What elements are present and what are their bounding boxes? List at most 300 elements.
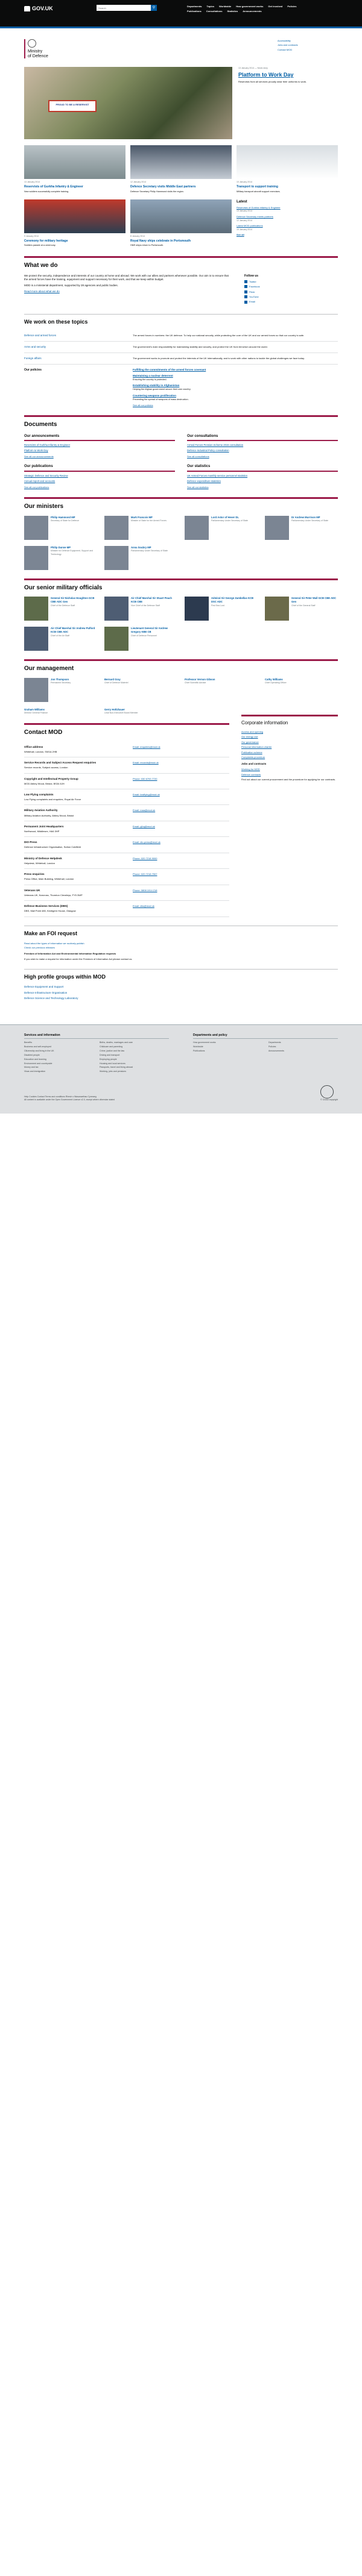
contact-detail[interactable]: Email: dbs@mod.uk	[133, 904, 154, 908]
person-role: Director General Finance	[24, 712, 48, 715]
avatar[interactable]	[24, 678, 48, 702]
social-label: Flickr	[249, 290, 255, 293]
person-name[interactable]: Air Chief Marshal Sir Andrew Pulford KCB CBE ADC	[51, 627, 95, 633]
foi-link[interactable]: Check our previous releases	[24, 946, 55, 950]
avatar[interactable]	[104, 597, 129, 621]
document-link[interactable]: Defence expenditure statistics	[187, 480, 221, 483]
documents-grid	[24, 434, 338, 489]
contact-heading: Contact MOD	[24, 723, 229, 737]
footer-link[interactable]: Education and learning	[24, 1058, 46, 1061]
footer-link[interactable]: Departments	[268, 1041, 281, 1044]
contact-address-text: Service records, Subject access, London	[24, 766, 68, 769]
person-role: Lead Non-Executive Board Member	[104, 712, 138, 715]
person-card	[185, 597, 258, 621]
what-we-do-text	[24, 274, 232, 306]
hero-meta: 13 January 2014 — News story	[238, 67, 268, 70]
hero-title[interactable]: Platform to Work Day	[238, 72, 294, 78]
contact-detail[interactable]: Phone: 020 7218 7907	[133, 873, 157, 876]
hero-feature	[24, 67, 338, 139]
feature-image[interactable]	[24, 199, 125, 233]
person-card	[265, 678, 338, 702]
contact-title: Veterans UK	[24, 888, 40, 892]
person-card	[24, 516, 97, 540]
document-link[interactable]: Strategic Defence and Security Review	[24, 474, 68, 477]
feature-image[interactable]	[130, 199, 232, 233]
feature-desc: Military transport aircraft support exercises.	[237, 190, 281, 193]
see-all-link[interactable]: See all our publications	[24, 485, 49, 489]
avatar[interactable]	[24, 546, 48, 570]
social-label: Twitter	[249, 280, 256, 283]
management-heading: Our management	[24, 659, 338, 673]
topic-row	[24, 353, 338, 365]
latest-meta: 10 January 2014	[237, 228, 253, 231]
feature-item	[24, 145, 125, 193]
policy-desc: Ensuring the country is protected.	[133, 378, 167, 381]
contact-detail[interactable]: Phone: 030 6793 7720	[133, 777, 157, 780]
document-link[interactable]: Reservists of Gurkha Infantry & Engineer	[24, 443, 71, 447]
person-name[interactable]: Bernard Gray	[104, 677, 121, 681]
feature-desc: New soldiers successfully complete training.	[24, 190, 69, 193]
policies-section	[24, 365, 338, 407]
ministers-heading: Our ministers	[24, 497, 338, 511]
foi-section	[24, 926, 338, 961]
policy-item	[133, 394, 338, 401]
footer-departments	[193, 1033, 338, 1074]
contact-address	[24, 793, 127, 801]
person-name[interactable]: Philip Dunne MP	[51, 545, 71, 549]
person-name[interactable]: Professor Vernon Gibson	[185, 677, 215, 681]
footer-copyright[interactable]: © Crown copyright	[320, 1098, 338, 1102]
contact-title: Copyright and Intellectual Property Group	[24, 777, 78, 780]
feature-grid-2	[24, 199, 338, 248]
person-name[interactable]: Graham Williams	[24, 707, 45, 711]
contact-detail[interactable]: Phone: 020 7218 9000	[133, 856, 157, 860]
footer-link[interactable]: Publications	[193, 1050, 205, 1053]
person-name[interactable]: General Sir Peter Wall GCB CBE ADC Gen	[291, 597, 337, 603]
contact-title: Low Flying complaints	[24, 793, 54, 797]
person-card	[104, 708, 177, 715]
person-name[interactable]: Lieutenant General Sir Andrew Gregory KBE CB	[131, 627, 168, 633]
nav-departments[interactable]: Departments	[187, 5, 202, 8]
documents-heading: Documents	[24, 415, 338, 429]
feature-meta: 12 January 2014	[130, 181, 147, 184]
contact-detail[interactable]: Phone: 0808 1914 218	[133, 888, 157, 892]
contact-address	[24, 809, 127, 816]
person-card	[104, 678, 177, 702]
crown-copyright-icon	[320, 1085, 334, 1098]
flickr-icon	[244, 290, 247, 293]
contact-title: Press enquiries	[24, 873, 45, 876]
document-link[interactable]: Platform to Work Day	[24, 449, 48, 453]
contact-title: Permanent Joint Headquarters	[24, 824, 64, 828]
contact-detail[interactable]: Email: maa@mod.uk	[133, 809, 156, 812]
person-role: Chief of the Air Staff	[51, 634, 70, 637]
contact-block	[24, 885, 229, 901]
topic-link[interactable]: Foreign affairs	[24, 357, 42, 360]
global-header	[0, 0, 362, 27]
statistics-block	[187, 464, 338, 489]
footer-bottom-links[interactable]: Help Cookies Contact Terms and conditions Rhestr o Wasanaethau Cymraeg	[24, 1095, 97, 1098]
foi-link[interactable]: Read about the types of information we routinely publish	[24, 941, 84, 945]
footer-services-heading: Services and information	[24, 1033, 169, 1039]
feature-desc: Defence Secretary Philip Hammond visits the region.	[130, 190, 184, 193]
person-name[interactable]: Philip Hammond MP	[51, 515, 75, 519]
contact-block	[24, 869, 229, 885]
contact-address	[24, 841, 127, 848]
footer-link[interactable]: Business and self-employed	[24, 1045, 51, 1048]
publications-heading: Our publications	[24, 464, 175, 471]
contact-block	[24, 853, 229, 869]
person-card	[185, 516, 258, 540]
avatar[interactable]	[24, 516, 48, 540]
person-role: Vice Chief of the Defence Staff	[131, 604, 160, 607]
nav-topics[interactable]: Topics	[206, 5, 215, 8]
royal-crest-icon	[28, 39, 36, 48]
avatar[interactable]	[104, 627, 129, 651]
feature-title[interactable]: Defence Secretary visits Middle East partners	[130, 185, 196, 189]
nav-consultations[interactable]: Consultations	[206, 10, 223, 13]
person-name[interactable]: Admiral Sir George Zambellas KCB DSC ADC	[211, 597, 254, 603]
latest-see-all-link[interactable]: See all	[237, 233, 244, 237]
see-all-policies-link[interactable]: See all our policies	[133, 403, 153, 407]
nav-publications[interactable]: Publications	[187, 10, 202, 13]
policies-heading: Our policies	[24, 368, 42, 372]
contact-title: Military Aviation Authority	[24, 809, 58, 812]
person-role: Secretary of State for Defence	[51, 519, 80, 522]
footer-services	[24, 1033, 169, 1074]
feature-title[interactable]: Ceremony for military heritage	[24, 239, 68, 243]
contact-address-text: Press Office, Main Building, Whitehall, London	[24, 877, 74, 881]
youtube-icon	[244, 295, 247, 298]
footer-link[interactable]: Visas and immigration	[24, 1070, 46, 1073]
footer-link[interactable]: Passports, travel and living abroad	[100, 1066, 133, 1069]
org-link-contact[interactable]: Contact MOD	[278, 48, 293, 51]
feature-item	[130, 199, 232, 248]
read-more-link[interactable]: Read more about what we do	[24, 290, 60, 293]
policy-desc: Helping the Afghan government secure their own country.	[133, 388, 191, 391]
jobs-heading: Jobs and contracts	[241, 762, 267, 766]
contact-block	[24, 742, 229, 757]
contact-section	[24, 715, 229, 917]
footer-link[interactable]: Births, deaths, marriages and care	[100, 1041, 133, 1044]
contact-title: DIO Press	[24, 841, 37, 844]
contact-block	[24, 757, 229, 773]
announcements-block	[24, 434, 175, 459]
corporate-link[interactable]: Our energy use	[241, 735, 258, 739]
contact-address-text: Low Flying complaints and enquiries, Royal Air Force	[24, 798, 81, 801]
contact-block	[24, 821, 229, 837]
person-card	[104, 627, 177, 651]
person-name[interactable]: Jon Thompson	[51, 677, 69, 681]
person-role: Chief of the Defence Staff	[51, 604, 75, 607]
person-card	[265, 516, 338, 540]
document-link[interactable]: Annual report and accounts	[24, 480, 56, 483]
search-button[interactable]	[151, 5, 157, 11]
what-we-do-para: MOD is a ministerial department, supported by 28 agencies and public bodies.	[24, 284, 118, 287]
mod-logo[interactable]	[24, 39, 60, 58]
document-link[interactable]: Defence Industrial Policy consultation	[187, 449, 229, 453]
email-icon	[244, 301, 247, 304]
ministers-grid	[24, 516, 338, 570]
topic-row	[24, 330, 338, 342]
org-link-jobs[interactable]: Jobs and contracts	[278, 43, 298, 47]
feature-desc: Soldiers parade at a ceremony.	[24, 244, 56, 247]
topic-row	[24, 342, 338, 353]
latest-meta: 12 January 2014	[237, 219, 253, 222]
feature-meta: 10 January 2014	[237, 181, 253, 184]
jobs-link[interactable]: Working for MOD	[241, 768, 260, 771]
corporate-heading: Corporate information	[241, 715, 338, 727]
org-link-accessibility[interactable]: Accessibility	[278, 39, 291, 42]
contact-title: Service Records and Subject Access Request enquiries	[24, 761, 97, 765]
footer-link[interactable]: Environment and countryside	[24, 1062, 52, 1065]
footer-link[interactable]: Working, jobs and pensions	[100, 1070, 127, 1073]
nav-statistics[interactable]: Statistics	[227, 10, 238, 13]
person-role: Chief Operating Officer	[265, 682, 287, 685]
policies-list	[133, 368, 338, 407]
person-name[interactable]: General Sir Nicholas Houghton GCB CBE ADC Gen	[51, 597, 95, 603]
feature-meta: 9 January 2014	[24, 234, 39, 237]
footer-columns	[24, 1033, 338, 1074]
follow-us-heading: Follow us	[244, 274, 259, 278]
person-name[interactable]: Cathy Williams	[265, 677, 283, 681]
contact-address	[24, 777, 127, 785]
latest-heading: Latest	[237, 199, 247, 204]
person-name[interactable]: Dr Andrew Murrison MP	[291, 515, 320, 519]
nav-how-government-works[interactable]: How government works	[236, 5, 264, 8]
contact-list	[24, 742, 229, 917]
policy-link[interactable]: Countering weapons proliferation	[133, 393, 177, 397]
jobs-link[interactable]: Defence contracts	[241, 772, 261, 776]
social-link-youtube[interactable]	[244, 295, 338, 298]
contact-block	[24, 837, 229, 853]
nav-get-involved[interactable]: Get involved	[268, 5, 283, 8]
high-profile-link[interactable]: Defence Infrastructure Organisation	[24, 991, 68, 994]
person-card	[24, 627, 97, 651]
person-role: Minister for Defence Equipment, Support and Technology	[51, 550, 94, 556]
footer-departments-grid	[193, 1041, 338, 1053]
hero-image[interactable]	[24, 67, 232, 139]
military-heading: Our senior military officials	[24, 578, 338, 592]
corporate-link[interactable]: Publication scheme	[241, 750, 262, 754]
consultations-block	[187, 434, 338, 459]
corporate-link[interactable]: Access and opening	[241, 730, 264, 733]
feature-image[interactable]	[237, 145, 338, 179]
feature-image[interactable]	[130, 145, 232, 179]
jobs-desc: Find out about our current procurement and the procedure for applying for our contracts.	[241, 778, 336, 782]
facebook-icon	[244, 285, 247, 288]
foi-text: If you wish to make a request for information under the Freedom of Information Act please contact us.	[24, 957, 133, 961]
high-profile-link[interactable]: Defence Equipment and Support	[24, 985, 64, 989]
what-we-do-heading: What we do	[24, 256, 338, 270]
contact-address-text: DBS, Mail Point 480, Kentigern House, Glasgow	[24, 909, 76, 913]
contact-detail[interactable]: Email: pjhq@mod.uk	[133, 824, 155, 828]
contact-block	[24, 805, 229, 821]
contact-address	[24, 873, 127, 880]
social-link-facebook[interactable]	[244, 285, 338, 288]
person-name[interactable]: Gerry Holtzhauer	[104, 707, 125, 711]
person-card	[104, 546, 177, 570]
management-grid	[24, 678, 338, 715]
corporate-link[interactable]: Personal information charter	[241, 745, 272, 749]
avatar[interactable]	[185, 516, 209, 540]
social-label: YouTube	[249, 295, 259, 298]
contact-detail[interactable]: Email: enquiries@mod.uk	[133, 745, 160, 748]
footer-link[interactable]: Housing and local services	[100, 1062, 125, 1065]
latest-panel	[237, 199, 338, 248]
person-card	[24, 546, 97, 570]
contact-detail[interactable]: Email: lowflying@mod.uk	[133, 793, 160, 797]
latest-link[interactable]: Reservists of Gurkha Infantry & Engineer	[237, 206, 281, 210]
feature-title[interactable]: Reservists of Gurkha Infantry & Engineer	[24, 185, 83, 189]
topic-desc: The government works to promote and protect the interests of the UK internationally, and to work with other nations to tackle the global challenges we face today.	[133, 357, 305, 360]
latest-meta: 13 January 2014	[237, 210, 253, 213]
feature-meta: 8 January 2014	[130, 234, 145, 237]
avatar[interactable]	[24, 597, 48, 621]
hero-banner-text: PROUD TO BE A RESERVIST	[48, 100, 97, 112]
latest-item	[237, 215, 338, 222]
social-link-email[interactable]	[244, 300, 338, 303]
topics-heading: We work on these topics	[24, 314, 338, 325]
person-name[interactable]: Anna Soubry MP	[131, 545, 151, 549]
nav-policies[interactable]: Policies	[287, 5, 297, 8]
document-link[interactable]: UK Armed Forces monthly service personnel statistics	[187, 474, 248, 477]
person-role: Parliamentary Under Secretary of State	[211, 519, 249, 522]
contact-address-text: Helpdesk, Whitehall, London	[24, 861, 55, 865]
corporate-link[interactable]: Complaints procedure	[241, 755, 265, 759]
policy-link[interactable]: Establishing stability in Afghanistan	[133, 384, 180, 387]
footer-departments-heading: Departments and policy	[193, 1033, 338, 1039]
see-all-link[interactable]: See all our announcements	[24, 455, 54, 459]
contact-detail[interactable]: Email: dio-press@mod.uk	[133, 841, 160, 844]
top-navigation	[187, 5, 308, 13]
footer-link[interactable]: Money and tax	[24, 1066, 39, 1069]
document-link[interactable]: Armed Forces Pension Scheme 2015 consultation	[187, 443, 244, 447]
policy-desc: Preventing the spread of weapons of mass destruction.	[133, 398, 189, 401]
latest-link[interactable]: Defence Secretary meets partners	[237, 215, 273, 219]
person-name[interactable]: Lord Astor of Hever DL	[211, 515, 239, 519]
footer-link[interactable]: How government works	[193, 1041, 216, 1044]
footer-link[interactable]: Driving and transport	[100, 1053, 120, 1056]
nav-announcements[interactable]: Announcements	[243, 10, 262, 13]
avatar[interactable]	[265, 516, 289, 540]
person-role: Parliamentary Under Secretary of State	[291, 519, 329, 522]
search-input[interactable]	[97, 5, 151, 11]
corporate-link[interactable]: Our governance	[241, 740, 259, 744]
org-name-line2: of Defence	[28, 54, 48, 58]
person-role: Chief of the General Staff	[291, 604, 316, 607]
footer-link[interactable]: Worldwide	[193, 1045, 203, 1048]
what-we-do-para: We protect the security, independence and interests of our country at home and abroad. We work with our allies and partners whenever possible. Our aim is to ensure that the armed forces have the training, equipment and support necessary for their work, and that we keep within budget.	[24, 274, 229, 281]
contact-address	[24, 745, 127, 753]
person-card	[24, 708, 97, 715]
avatar[interactable]	[24, 627, 48, 651]
feature-title[interactable]: Royal Navy ships celebrate in Portsmouth	[130, 239, 191, 243]
person-name[interactable]: Air Chief Marshal Sir Stuart Peach KCB CBE	[131, 597, 172, 603]
social-label: Email	[249, 300, 256, 304]
policy-link[interactable]: Maintaining a nuclear deterrent	[133, 374, 173, 378]
footer-link[interactable]: Employing people	[100, 1058, 117, 1061]
person-role: Minister of State for the Armed Forces	[131, 519, 167, 522]
announcements-heading: Our announcements	[24, 434, 175, 441]
person-role: Chief of Defence Materiel	[104, 682, 129, 685]
org-name-line1: Ministry	[28, 49, 43, 54]
high-profile-link[interactable]: Defence Science and Technology Laboratory	[24, 996, 78, 1000]
person-card	[24, 597, 97, 621]
contact-detail[interactable]: Email: records@mod.uk	[133, 761, 159, 765]
military-grid	[24, 597, 338, 651]
see-all-link[interactable]: See all consultations	[187, 455, 209, 459]
footer-link[interactable]: Crime, justice and the law	[100, 1050, 125, 1053]
latest-link[interactable]: Latest MOD publications	[237, 224, 263, 228]
footer-link[interactable]: Citizenship and living in the UK	[24, 1050, 54, 1053]
footer-link[interactable]: Childcare and parenting	[100, 1045, 123, 1048]
footer-link[interactable]: Announcements	[268, 1050, 284, 1053]
contact-address	[24, 904, 127, 912]
search-icon: ⚲	[152, 6, 156, 10]
avatar[interactable]	[185, 597, 209, 621]
policy-item	[133, 384, 338, 391]
follow-us-panel	[244, 274, 338, 306]
logo-text: GOV.UK	[32, 5, 53, 11]
govuk-logo[interactable]	[24, 5, 84, 12]
feature-item	[237, 145, 338, 193]
person-role: First Sea Lord	[211, 604, 224, 607]
social-link-twitter[interactable]	[244, 280, 338, 283]
contact-title: Office address	[24, 745, 43, 748]
person-name[interactable]: Mark Francois MP	[131, 515, 153, 519]
social-link-flickr[interactable]	[244, 290, 338, 293]
feature-title[interactable]: Transport to support training	[237, 185, 278, 189]
contact-block	[24, 789, 229, 805]
person-card	[104, 516, 177, 540]
twitter-icon	[244, 280, 247, 283]
latest-item	[237, 224, 338, 231]
see-all-link[interactable]: See all our statistics	[187, 485, 209, 489]
contact-address-text: Defence Infrastructure Organisation, Sutton Coldfield	[24, 845, 81, 849]
contact-address-text: Northwood, Middlesex, HA6 3HP	[24, 829, 60, 833]
contact-address	[24, 857, 127, 865]
high-profile-list	[24, 985, 338, 1000]
contact-address	[24, 889, 127, 897]
nav-worldwide[interactable]: Worldwide	[219, 5, 232, 8]
avatar[interactable]	[104, 516, 129, 540]
contact-title: Ministry of Defence Helpdesk	[24, 856, 62, 860]
footer-licence: All content is available under the Open Government Licence v2.0, except where otherwise stated	[24, 1098, 115, 1102]
contact-address-text: Veterans UK, Norcross, Thornton Cleveleys, FY5 3WP	[24, 893, 83, 897]
feature-image[interactable]	[24, 145, 125, 179]
avatar[interactable]	[104, 546, 129, 570]
avatar[interactable]	[265, 597, 289, 621]
high-profile-heading: High profile groups within MOD	[24, 969, 338, 980]
contact-address	[24, 761, 127, 769]
topics-list	[24, 330, 338, 365]
topic-link[interactable]: Arms and security	[24, 345, 46, 348]
topic-link[interactable]: Defence and armed forces	[24, 333, 57, 337]
hero-description: Reservists from all services proudly wear their uniforms to work.	[238, 80, 307, 84]
footer-link[interactable]: Disabled people	[24, 1053, 40, 1056]
footer-link[interactable]: Policies	[268, 1045, 276, 1048]
contact-address-text: Whitehall, London, SW1A 2HB	[24, 750, 57, 753]
foi-heading: Make an FOI request	[24, 926, 338, 937]
footer-link[interactable]: Benefits	[24, 1041, 32, 1044]
policy-link[interactable]: Fulfilling the commitments of the armed forces covenant	[133, 368, 206, 372]
person-card	[24, 678, 97, 702]
crown-icon	[24, 6, 30, 11]
foi-list	[24, 942, 338, 950]
search-form	[97, 5, 157, 11]
person-card	[265, 597, 338, 621]
